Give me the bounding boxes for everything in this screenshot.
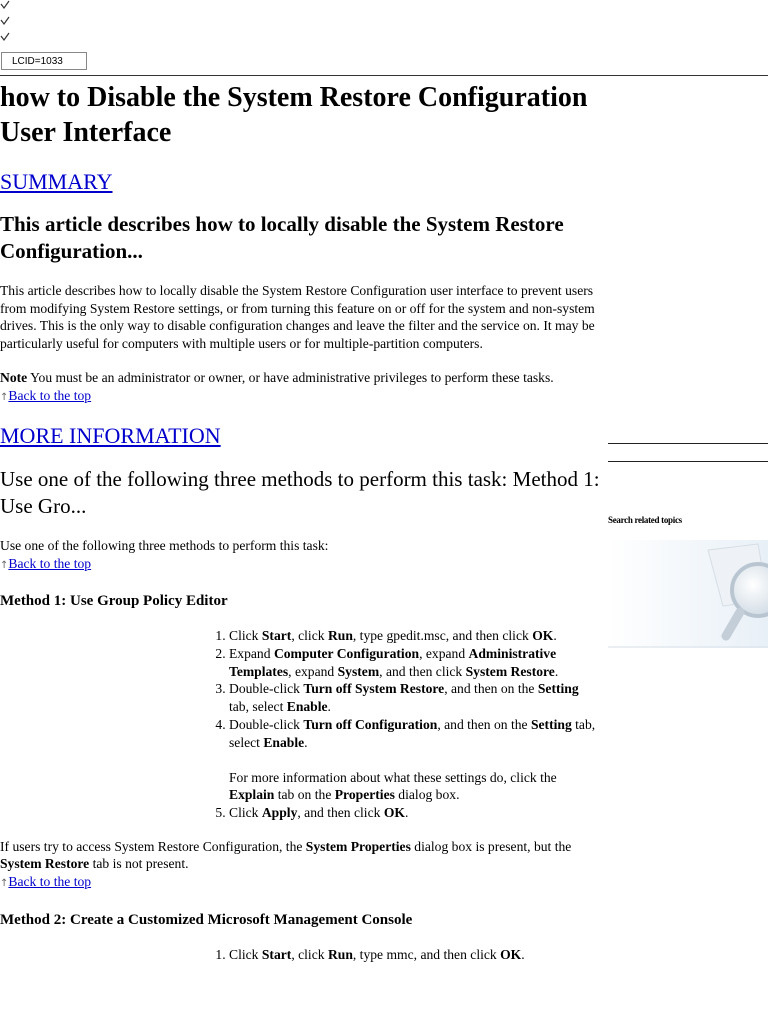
lcid-field[interactable]: LCID=1033 <box>1 52 87 70</box>
ui-term: OK <box>532 628 554 643</box>
checkmark-icon <box>0 16 10 26</box>
ui-term: System Restore <box>465 663 555 679</box>
text-run: If users try to access System Restore Configuration, the <box>0 838 306 854</box>
ui-term: System Restore <box>0 856 90 872</box>
ui-term: Setting <box>530 716 572 732</box>
text-run: , and then click <box>297 805 384 821</box>
method2-heading: Method 2: Create a Customized Microsoft Management Console <box>0 912 413 929</box>
text-run: . <box>521 947 525 963</box>
article <box>0 78 606 964</box>
note-paragraph <box>0 369 606 387</box>
text-run: dialog box is present, but the <box>410 838 572 854</box>
list-item <box>229 627 599 645</box>
ui-term: System <box>337 663 380 679</box>
sidebar <box>608 0 768 1024</box>
arrow-up-icon: ↑ <box>0 877 9 889</box>
more-information-intro: Use one of the following three methods to perform this task: <box>0 538 329 553</box>
ui-term: Explain <box>229 787 275 803</box>
ui-term: Properties <box>334 787 395 803</box>
checkmark-icon <box>0 0 10 10</box>
text-run: Click <box>229 805 262 821</box>
ui-term: Enable <box>286 699 328 715</box>
text-run: For more information about what these settings do, click the <box>229 769 557 785</box>
summary-paragraph: This article describes how to locally disable the System Restore Configuration user interface to prevent users from modifying System Restore settings, or from turning this feature on or off for the system and non-system drives. This is the only way to disable configuration changes and leave the filter and the service on. It may be particularly useful for computers with multiple users or for multiple-partition computers. <box>0 283 595 351</box>
text-run: , click <box>291 628 328 643</box>
ui-term: Turn off Configuration <box>303 716 438 732</box>
ui-term: Turn off System Restore <box>303 681 445 697</box>
list-item <box>229 804 599 822</box>
arrow-up-icon: ↑ <box>0 559 9 571</box>
list-item <box>229 680 599 716</box>
ui-term: OK <box>383 805 405 821</box>
note-label: Note <box>0 370 28 385</box>
text-run: , click <box>291 947 328 963</box>
text-run: , type mmc, and then click <box>352 947 501 963</box>
text-run: Click <box>229 947 262 963</box>
text-run: tab on the <box>274 787 335 803</box>
divider <box>608 443 768 444</box>
text-run: Expand <box>229 645 274 661</box>
more-information-link[interactable]: MORE INFORMATION <box>0 423 221 448</box>
text-run: . <box>553 628 557 643</box>
more-information-heading <box>0 422 606 450</box>
summary-subheading: This article describes how to locally disable the System Restore Configuration... <box>0 212 564 263</box>
ui-term: System Properties <box>305 838 411 854</box>
arrow-up-icon: ↑ <box>0 391 9 403</box>
magnifier-icon <box>608 540 768 648</box>
ui-term: Setting <box>537 681 579 697</box>
ui-term: Run <box>327 628 353 643</box>
text-run: , and then on the <box>437 716 531 732</box>
step-note <box>229 769 599 805</box>
back-to-top-link[interactable]: Back to the top <box>8 555 92 571</box>
back-to-top <box>0 387 606 407</box>
ui-term: OK <box>500 947 522 963</box>
text-run: , expand <box>419 645 469 661</box>
back-to-top <box>0 555 606 575</box>
text-run: , type gpedit.msc, and then click <box>352 628 533 643</box>
ui-term: Start <box>261 947 292 963</box>
checkmark-icon <box>0 32 10 42</box>
list-item <box>229 645 599 681</box>
text-run: , and then on the <box>444 681 538 697</box>
back-to-top-link[interactable]: Back to the top <box>8 873 92 889</box>
page-title: how to Disable the System Restore Configuration User Interface <box>0 82 588 148</box>
text-run: . <box>304 734 308 750</box>
ui-term: Start <box>261 628 292 643</box>
text-run: . <box>327 699 331 715</box>
list-item <box>229 716 599 804</box>
text-run: . <box>554 663 559 679</box>
text-run: , and then click <box>379 663 466 679</box>
method1-steps <box>229 627 599 822</box>
text-run: Double-click <box>229 716 304 732</box>
divider <box>608 461 768 462</box>
note-text: You must be an administrator or owner, or have administrative privileges to perform these tasks. <box>27 370 554 385</box>
method1-after-paragraph <box>0 838 606 873</box>
ui-term: Enable <box>263 734 305 750</box>
text-run: Double-click <box>229 681 304 697</box>
method1-heading: Method 1: Use Group Policy Editor <box>0 593 228 609</box>
list-item <box>229 946 599 964</box>
more-information-subheading: Use one of the following three methods to perform this task: Method 1: Use Gro... <box>0 467 600 518</box>
summary-link[interactable]: SUMMARY <box>0 169 113 194</box>
back-to-top <box>0 873 606 893</box>
text-run: , expand <box>288 663 338 679</box>
ui-term: Computer Configuration <box>273 645 420 661</box>
text-run: Click <box>229 628 262 643</box>
back-to-top-link[interactable]: Back to the top <box>8 387 92 403</box>
text-run: tab is not present. <box>89 856 189 872</box>
text-run: tab, select <box>229 716 596 750</box>
ui-term: Administrative Templates <box>229 645 557 679</box>
ui-term: Apply <box>261 805 298 821</box>
method2-steps <box>229 946 599 964</box>
text-run: dialog box. <box>394 787 460 803</box>
ui-term: Run <box>327 947 353 963</box>
text-run: tab, select <box>229 699 287 715</box>
summary-heading <box>0 168 606 196</box>
text-run: . <box>404 805 409 821</box>
search-related-topics-label[interactable]: Search related topics <box>608 515 682 525</box>
